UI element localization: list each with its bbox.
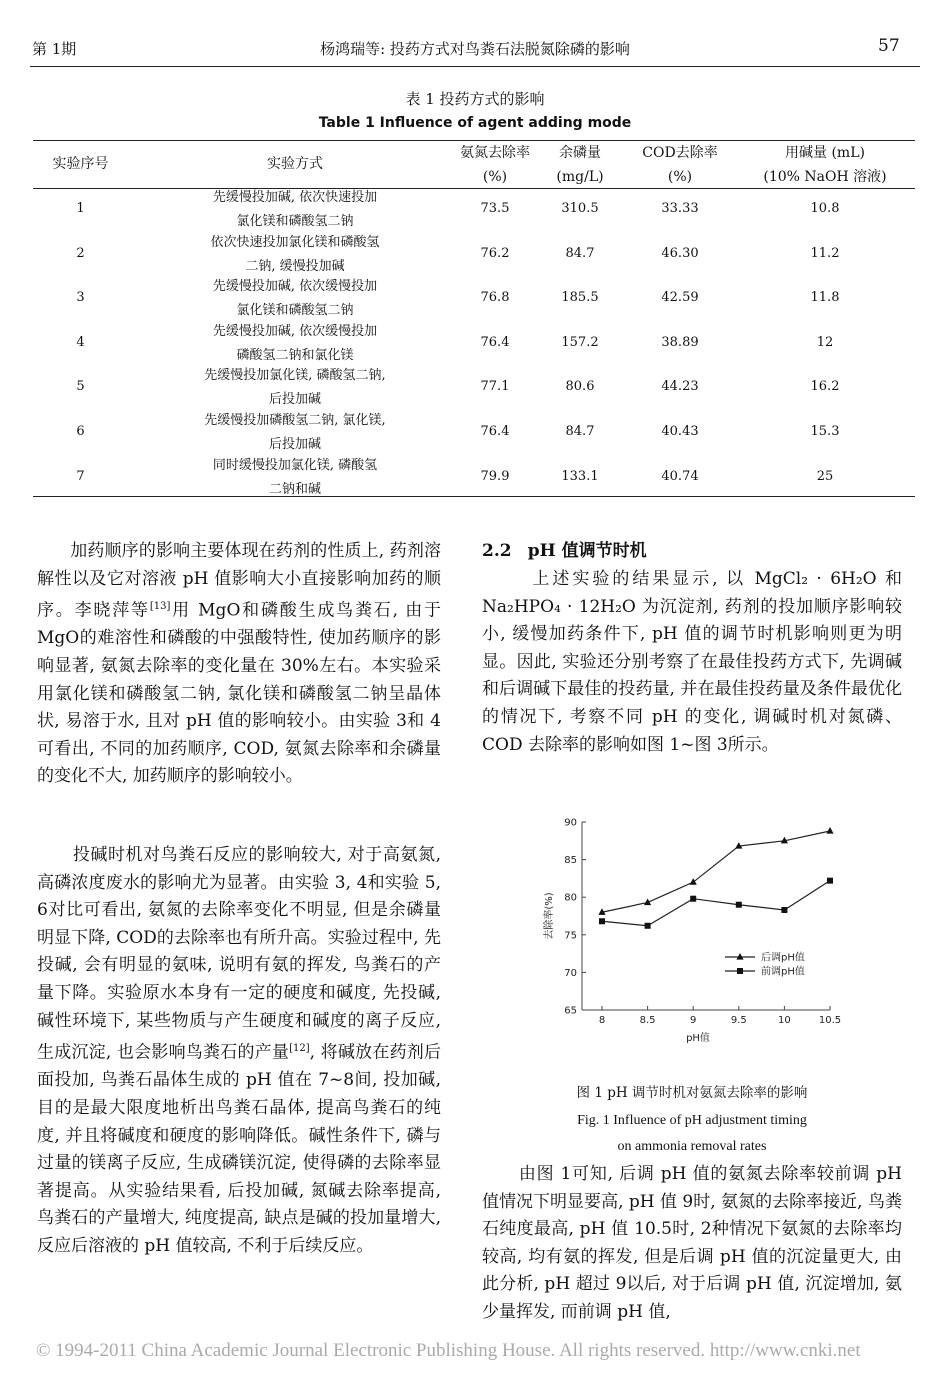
alkali-dosage: 10.8 (810, 201, 840, 216)
cod-removal: 44.23 (661, 379, 699, 395)
ammonia-removal: 73.5 (480, 201, 510, 216)
alkali-dosage: 25 (816, 468, 834, 484)
figure-caption-cn: 图 1 pH 调节时机对氨氮去除率的影响 (576, 1085, 808, 1101)
data-point (826, 827, 833, 834)
table-top-rule (33, 140, 915, 141)
x-tick-label: 10.5 (818, 1015, 842, 1026)
cod-removal: 46.30 (661, 245, 699, 261)
x-tick-label: 9 (690, 1015, 697, 1026)
citation-13: [13] (149, 601, 171, 613)
ammonia-removal: 76.8 (480, 290, 510, 306)
col-header-p: 余磷量 (559, 145, 601, 161)
row-number: 3 (76, 290, 85, 306)
col-header-alkali-unit: (10% NaOH 溶液) (763, 169, 887, 185)
ammonia-removal: 77.1 (480, 379, 510, 395)
cod-removal: 40.43 (661, 424, 699, 439)
method-line-1: 先缓慢投加碱, 依次缓慢投加 (212, 279, 378, 295)
cod-removal: 42.59 (661, 290, 699, 306)
figure-1-line-chart (525, 810, 845, 1050)
ammonia-removal: 76.4 (480, 334, 510, 350)
method-line-1: 先缓慢投加磷酸氢二钠, 氯化镁, (204, 413, 386, 428)
series-line-2 (602, 881, 830, 926)
section-number: 2.2 (482, 541, 512, 561)
section-heading (482, 538, 902, 566)
y-tick-label: 80 (564, 892, 577, 904)
row-number: 5 (76, 379, 85, 395)
row-number: 6 (76, 424, 85, 439)
method-line-1: 先缓慢投加碱, 依次快速投加 (212, 190, 378, 205)
y-tick-label: 65 (564, 1005, 577, 1017)
citation-12: [12] (289, 1043, 310, 1055)
row-number: 7 (76, 468, 85, 484)
alkali-dosage: 11.2 (810, 245, 840, 261)
data-point (690, 896, 696, 902)
running-title: 杨鸿瑞等: 投药方式对鸟粪石法脱氮除磷的影响 (320, 40, 630, 58)
data-point (827, 878, 833, 884)
method-line-1: 先缓慢投加碱, 依次缓慢投加 (212, 323, 378, 339)
residual-phosphorus: 133.1 (561, 468, 599, 484)
left-paragraph-1 (37, 538, 441, 791)
alkali-dosage: 16.2 (810, 379, 840, 395)
ammonia-removal: 79.9 (480, 468, 510, 484)
cod-removal: 40.74 (661, 468, 699, 484)
y-tick-label: 75 (564, 930, 577, 942)
x-axis-label: pH值 (686, 1033, 710, 1044)
legend-marker (736, 953, 743, 960)
right-paragraph-2 (482, 1161, 902, 1327)
x-tick-label: 8 (598, 1015, 606, 1026)
page-number: 57 (878, 36, 900, 56)
right-p1-text: 上述实验的结果显示, 以 MgCl₂ · 6H₂O 和 Na₂HPO₄ · 12H₂O 为沉淀剂, 药剂的投加顺序影响较小, 缓慢加药条件下, pH 值的调节时机影响则更为明显。因此, 实验还分别考察了在最佳投药方式下, 先调碱和后调碱下最佳的投药量, 并在最佳投药量及条件最优化的情况下, 考察不同 pH 的变化, 调碱时机对氮磷、COD 去除率的影响如图 1~图 3所示。 (482, 569, 902, 755)
col-header-p-unit: (mg/L) (556, 169, 604, 185)
x-tick-label: 10 (778, 1015, 791, 1026)
table-title-cn: 表 1 投药方式的影响 (405, 90, 545, 108)
row-number: 2 (76, 245, 85, 261)
table-bottom-rule (33, 496, 915, 497)
alkali-dosage: 11.8 (810, 290, 840, 306)
method-line-1: 依次快速投加氯化镁和磷酸氢 (210, 234, 380, 250)
x-tick-label: 8.5 (639, 1015, 656, 1026)
left-p1-text: 加药顺序的影响主要体现在药剂的性质上, 药剂溶解性以及它对溶液 pH 值影响大小直接影响加药的顺序。李晓萍等 (37, 541, 441, 621)
right-paragraph-1 (482, 566, 902, 759)
col-header-method: 实验方式 (267, 156, 323, 172)
col-header-nh3: 氨氮去除率 (460, 145, 530, 161)
table-title-en: Table 1 Influence of agent adding mode (318, 115, 632, 131)
section-title: pH 值调节时机 (527, 541, 647, 561)
data-point (736, 902, 742, 908)
col-header-cod: COD去除率 (642, 145, 718, 161)
ammonia-removal: 76.4 (480, 424, 510, 439)
legend-label: 后调pH值 (761, 952, 805, 964)
left-p2-text: 投碱时机对鸟粪石反应的影响较大, 对于高氨氮, 高磷浓度废水的影响尤为显著。由实验 3, 4和实验 5, 6对比可看出, 氨氮的去除率变化不明显, 但是余磷量明显下降, COD的去除率也有所升高。实验过程中, 先投碱, 会有明显的氨味, 说明有氨的挥发, 鸟粪石的产量下降。实验原水本身有一定的硬度和碱度, 先投碱, 碱性环境下, 某些物质与产生硬度和碱度的离子反应, 生成沉淀, 也会影响鸟粪石的产量 (37, 845, 441, 1063)
y-axis-label: 去除率(%) (544, 892, 555, 940)
cod-removal: 33.33 (661, 201, 699, 216)
residual-phosphorus: 157.2 (561, 334, 599, 350)
method-line-2: 后投加碱 (268, 392, 321, 408)
method-line-1: 同时缓慢投加氯化镁, 磷酸氢 (212, 457, 378, 473)
right-p2-text: 由图 1可知, 后调 pH 值的氨氮去除率较前调 pH 值情况下明显要高, pH 值 9时, 氨氮的去除率接近, 鸟粪石纯度最高, pH 值 10.5时, 2种情况下氨氮的去除率均较高, 均有氨的挥发, 但是后调 pH 值的沉淀量更大, 由此分析, pH 超过 9以后, 对于后调 pH 值, 沉淀增加, 氨少量挥发, 而前调 pH 值, (482, 1164, 902, 1322)
y-tick-label: 90 (564, 817, 577, 829)
data-point (645, 923, 651, 929)
issue-number: 第 1期 (32, 40, 77, 58)
method-line-2: 后投加碱 (268, 437, 321, 452)
left-p2-cont: , 将碱放在药剂后面投加, 鸟粪石晶体生成的 pH 值在 7~8间, 投加碱, 目的是最大限度地析出鸟粪石晶体, 提高鸟粪石的纯度, 并且将碱度和硬度的影响降低。碱性条件下, 磷与过量的镁离子反应, 生成磷镁沉淀, 使得磷的去除率显著提高。从实验结果看, 后投加碱, 氮碱去除率提高, 鸟粪石的产量增大, 纯度提高, 缺点是碱的投加量增大, 反应后溶液的 pH 值较高, 不利于后续反应。 (37, 1042, 442, 1256)
residual-phosphorus: 84.7 (565, 245, 595, 261)
method-line-2: 氯化镁和磷酸氢二钠 (236, 303, 354, 319)
alkali-dosage: 15.3 (810, 424, 840, 439)
y-tick-label: 85 (564, 855, 577, 867)
method-line-2: 二钠, 缓慢投加碱 (245, 258, 345, 274)
x-tick-label: 9.5 (730, 1015, 747, 1026)
figure-caption-en-2: on ammonia removal rates (617, 1139, 767, 1154)
method-line-1: 先缓慢投加氯化镁, 磷酸氢二钠, (204, 368, 386, 384)
residual-phosphorus: 84.7 (565, 424, 595, 439)
series-line-1 (602, 831, 830, 912)
row-number: 4 (76, 334, 85, 350)
col-header-cod-unit: (%) (667, 169, 693, 185)
residual-phosphorus: 310.5 (561, 201, 599, 216)
col-header-alkali: 用碱量 (mL) (785, 145, 865, 161)
left-paragraph-2 (37, 842, 441, 1261)
data-point (599, 918, 605, 924)
header-rule (30, 66, 920, 67)
cod-removal: 38.89 (661, 334, 699, 350)
left-p1-cont: 用 MgO和磷酸生成鸟粪石, 由于 MgO的难溶性和磷酸的中强酸特性, 使加药顺序的影响显著, 氨氮去除率的变化量在 30%左右。本实验采用氯化镁和磷酸氢二钠, 氯化镁和磷酸氢二钠呈晶体状, 易溶于水, 且对 pH 值的影响较小。由实验 3和 4可看出, 不同的加药顺序, COD, 氨氮去除率和余磷量的变化不大, 加药顺序的影响较小。 (37, 600, 442, 787)
data-point (690, 878, 697, 885)
row-number: 1 (76, 201, 85, 216)
method-line-2: 氯化镁和磷酸氢二钠 (236, 214, 354, 229)
col-header-nh3-unit: (%) (482, 169, 508, 185)
method-line-2: 二钠和碱 (268, 481, 321, 497)
col-header-no: 实验序号 (52, 156, 109, 172)
y-tick-label: 70 (564, 967, 577, 979)
alkali-dosage: 12 (816, 334, 834, 350)
figure-caption-en-1: Fig. 1 Influence of pH adjustment timing (577, 1113, 807, 1128)
data-point (781, 907, 787, 913)
residual-phosphorus: 80.6 (565, 379, 595, 395)
legend-marker (737, 968, 743, 974)
method-line-2: 磷酸氢二钠和氯化镁 (236, 347, 354, 363)
residual-phosphorus: 185.5 (561, 290, 599, 306)
legend-label: 前调pH值 (761, 966, 805, 978)
ammonia-removal: 76.2 (480, 245, 510, 261)
copyright-footer: © 1994-2011 China Academic Journal Electronic Publishing House. All rights reserved. http://www.cnki.net (36, 1340, 861, 1361)
